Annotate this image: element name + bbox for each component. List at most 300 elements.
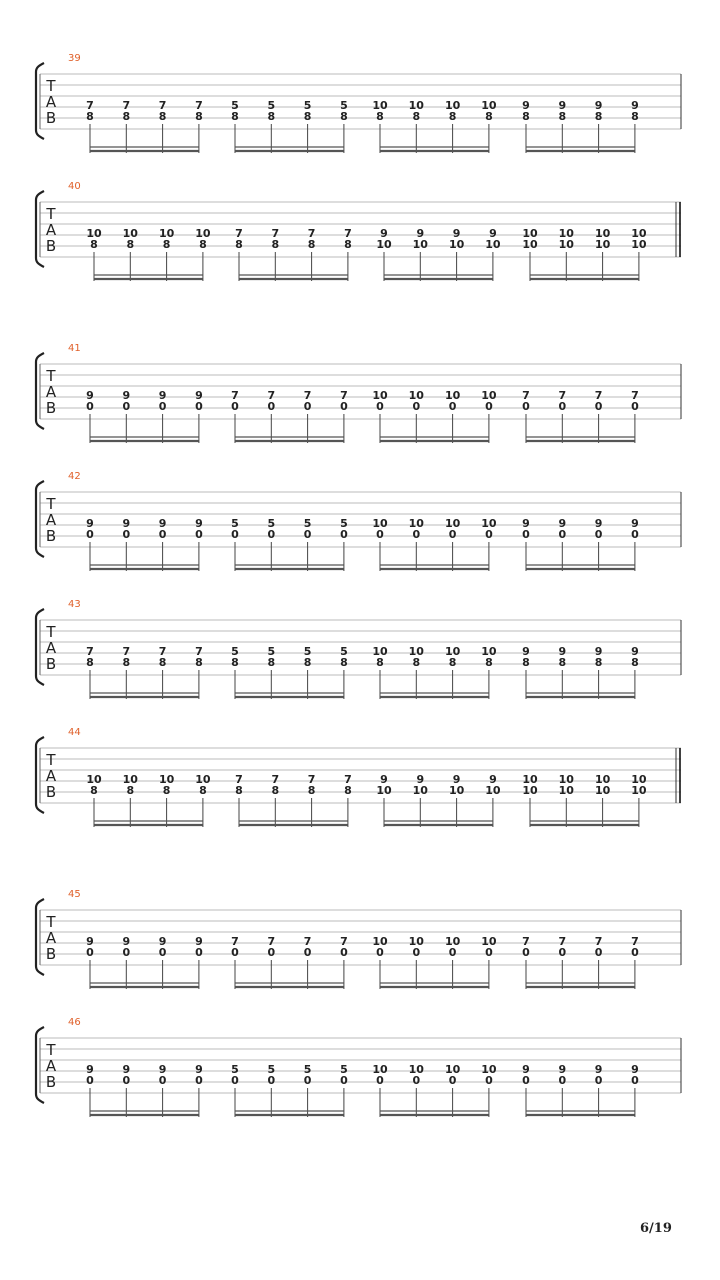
tab-clef-letter: A — [45, 383, 57, 401]
fret-number: 0 — [631, 528, 639, 541]
fret-number: 9 — [594, 645, 603, 658]
fret-number: 5 — [303, 645, 312, 658]
tab-staff — [0, 58, 720, 168]
fret-number: 0 — [231, 400, 239, 413]
fret-number: 8 — [303, 110, 312, 123]
fret-number: 10 — [631, 784, 647, 797]
fret-number: 10 — [372, 99, 388, 112]
measure-number: 43 — [68, 599, 81, 610]
fret-number: 10 — [412, 238, 428, 251]
fret-number: 9 — [86, 389, 94, 402]
fret-number: 8 — [594, 656, 603, 669]
fret-number: 0 — [340, 528, 348, 541]
fret-number: 7 — [307, 773, 316, 786]
fret-number: 10 — [485, 784, 501, 797]
fret-number: 10 — [481, 389, 497, 402]
fret-number: 0 — [303, 1074, 312, 1087]
fret-number: 9 — [452, 773, 461, 786]
fret-number: 0 — [158, 400, 167, 413]
fret-number: 5 — [231, 1063, 239, 1076]
fret-number: 8 — [158, 110, 167, 123]
fret-number: 10 — [522, 773, 538, 786]
fret-number: 0 — [303, 400, 312, 413]
fret-number: 8 — [307, 784, 316, 797]
fret-number: 8 — [485, 656, 493, 669]
fret-number: 0 — [86, 528, 94, 541]
fret-number: 7 — [631, 389, 639, 402]
fret-number: 7 — [231, 935, 239, 948]
fret-number: 8 — [412, 110, 421, 123]
fret-number: 0 — [267, 528, 276, 541]
fret-number: 0 — [158, 946, 167, 959]
fret-number: 9 — [158, 517, 167, 530]
tab-clef-letter: B — [45, 945, 57, 963]
tab-clef-letter: T — [46, 495, 56, 513]
fret-number: 8 — [231, 110, 239, 123]
fret-number: 0 — [376, 946, 384, 959]
fret-number: 10 — [558, 784, 574, 797]
fret-number: 9 — [195, 1063, 203, 1076]
page-number: 6/19 — [640, 1221, 672, 1236]
tab-clef-letter: A — [45, 639, 57, 657]
tab-system — [0, 727, 720, 842]
tab-clef-letter: A — [45, 929, 57, 947]
fret-number: 5 — [340, 1063, 348, 1076]
tab-clef-letter: T — [46, 751, 56, 769]
measure-number: 45 — [68, 889, 81, 900]
fret-number: 9 — [158, 935, 167, 948]
fret-number: 7 — [195, 99, 203, 112]
fret-number: 8 — [199, 784, 207, 797]
fret-number: 0 — [448, 528, 457, 541]
fret-number: 5 — [267, 1063, 276, 1076]
fret-number: 7 — [303, 389, 312, 402]
fret-number: 5 — [340, 517, 348, 530]
fret-number: 0 — [448, 400, 457, 413]
fret-number: 8 — [340, 110, 348, 123]
fret-number: 0 — [195, 1074, 203, 1087]
fret-number: 10 — [412, 784, 428, 797]
fret-number: 9 — [631, 1063, 639, 1076]
fret-number: 8 — [631, 656, 639, 669]
fret-number: 5 — [340, 645, 348, 658]
fret-number: 7 — [522, 389, 530, 402]
fret-number: 8 — [195, 110, 203, 123]
fret-number: 0 — [594, 946, 603, 959]
fret-number: 0 — [594, 400, 603, 413]
fret-number: 7 — [303, 935, 312, 948]
fret-number: 0 — [303, 946, 312, 959]
fret-number: 7 — [522, 935, 530, 948]
fret-number: 10 — [86, 227, 102, 240]
fret-number: 10 — [448, 784, 465, 797]
fret-number: 8 — [122, 656, 131, 669]
tab-system — [0, 599, 720, 714]
fret-number: 10 — [158, 773, 175, 786]
fret-number: 0 — [485, 1074, 493, 1087]
fret-number: 0 — [195, 946, 203, 959]
fret-number: 7 — [158, 99, 167, 112]
fret-number: 0 — [158, 528, 167, 541]
fret-number: 10 — [631, 773, 647, 786]
tab-clef-letter: A — [45, 221, 57, 239]
fret-number: 0 — [231, 1074, 239, 1087]
fret-number: 9 — [86, 935, 94, 948]
fret-number: 9 — [558, 99, 567, 112]
tab-clef-letter: B — [45, 1073, 57, 1091]
fret-number: 8 — [631, 110, 639, 123]
fret-number: 7 — [235, 227, 243, 240]
fret-number: 0 — [195, 528, 203, 541]
fret-number: 9 — [594, 1063, 603, 1076]
fret-number: 7 — [122, 99, 131, 112]
fret-number: 0 — [485, 528, 493, 541]
fret-number: 0 — [122, 1074, 131, 1087]
tab-staff — [0, 894, 720, 1004]
fret-number: 10 — [444, 517, 461, 530]
fret-number: 7 — [271, 227, 280, 240]
fret-number: 0 — [340, 1074, 348, 1087]
fret-number: 9 — [416, 227, 425, 240]
measure-number: 39 — [68, 53, 81, 64]
fret-number: 10 — [372, 1063, 388, 1076]
tab-clef-letter: B — [45, 237, 57, 255]
fret-number: 10 — [522, 784, 538, 797]
fret-number: 0 — [558, 1074, 567, 1087]
fret-number: 10 — [444, 645, 461, 658]
fret-number: 0 — [522, 400, 530, 413]
tab-staff — [0, 186, 720, 296]
fret-number: 7 — [344, 773, 352, 786]
fret-number: 8 — [86, 656, 94, 669]
fret-number: 10 — [86, 773, 102, 786]
tab-system — [0, 471, 720, 586]
fret-number: 10 — [376, 784, 392, 797]
measure-number: 41 — [68, 343, 81, 354]
fret-number: 7 — [271, 773, 280, 786]
fret-number: 8 — [412, 656, 421, 669]
tab-clef-letter: T — [46, 1041, 56, 1059]
fret-number: 9 — [416, 773, 425, 786]
fret-number: 8 — [126, 238, 135, 251]
fret-number: 7 — [235, 773, 243, 786]
fret-number: 0 — [522, 1074, 530, 1087]
fret-number: 0 — [412, 400, 421, 413]
fret-number: 0 — [558, 528, 567, 541]
fret-number: 8 — [522, 656, 530, 669]
fret-number: 0 — [158, 1074, 167, 1087]
tab-clef-letter: A — [45, 767, 57, 785]
fret-number: 5 — [303, 99, 312, 112]
fret-number: 0 — [122, 528, 131, 541]
fret-number: 9 — [522, 99, 530, 112]
fret-number: 8 — [235, 784, 243, 797]
fret-number: 10 — [376, 238, 392, 251]
fret-number: 8 — [448, 656, 457, 669]
fret-number: 10 — [448, 238, 465, 251]
fret-number: 8 — [126, 784, 135, 797]
fret-number: 9 — [594, 517, 603, 530]
fret-number: 10 — [558, 227, 574, 240]
fret-number: 0 — [231, 946, 239, 959]
fret-number: 7 — [340, 389, 348, 402]
tab-clef-letter: T — [46, 367, 56, 385]
fret-number: 10 — [481, 645, 497, 658]
fret-number: 0 — [86, 946, 94, 959]
fret-number: 0 — [340, 400, 348, 413]
fret-number: 5 — [267, 645, 276, 658]
fret-number: 8 — [90, 784, 98, 797]
fret-number: 0 — [122, 946, 131, 959]
fret-number: 10 — [444, 99, 461, 112]
fret-number: 0 — [412, 946, 421, 959]
fret-number: 10 — [122, 773, 138, 786]
fret-number: 0 — [485, 946, 493, 959]
fret-number: 0 — [631, 400, 639, 413]
fret-number: 0 — [376, 400, 384, 413]
tab-clef-letter: B — [45, 109, 57, 127]
fret-number: 0 — [267, 1074, 276, 1087]
fret-number: 10 — [408, 1063, 424, 1076]
fret-number: 9 — [558, 645, 567, 658]
fret-number: 8 — [162, 238, 171, 251]
fret-number: 9 — [558, 1063, 567, 1076]
fret-number: 8 — [340, 656, 348, 669]
fret-number: 10 — [481, 99, 497, 112]
fret-number: 9 — [195, 517, 203, 530]
tab-clef-letter: B — [45, 655, 57, 673]
fret-number: 10 — [372, 517, 388, 530]
fret-number: 0 — [558, 946, 567, 959]
fret-number: 0 — [412, 528, 421, 541]
fret-number: 10 — [594, 238, 611, 251]
tab-clef-letter: A — [45, 511, 57, 529]
fret-number: 0 — [485, 400, 493, 413]
fret-number: 7 — [86, 99, 94, 112]
fret-number: 8 — [376, 656, 384, 669]
fret-number: 10 — [444, 935, 461, 948]
fret-number: 10 — [522, 227, 538, 240]
fret-number: 10 — [408, 645, 424, 658]
tab-system — [0, 889, 720, 1004]
fret-number: 8 — [231, 656, 239, 669]
fret-number: 9 — [86, 1063, 94, 1076]
fret-number: 7 — [158, 645, 167, 658]
measure-number: 46 — [68, 1017, 81, 1028]
fret-number: 10 — [408, 517, 424, 530]
fret-number: 8 — [485, 110, 493, 123]
fret-number: 9 — [522, 1063, 530, 1076]
fret-number: 9 — [594, 99, 603, 112]
fret-number: 0 — [267, 400, 276, 413]
fret-number: 0 — [448, 946, 457, 959]
fret-number: 7 — [594, 935, 603, 948]
fret-number: 10 — [158, 227, 175, 240]
tab-system — [0, 343, 720, 458]
fret-number: 7 — [344, 227, 352, 240]
fret-number: 0 — [594, 528, 603, 541]
fret-number: 9 — [122, 517, 131, 530]
tab-clef-letter: B — [45, 527, 57, 545]
fret-number: 5 — [267, 99, 276, 112]
fret-number: 9 — [558, 517, 567, 530]
tab-clef-letter: B — [45, 399, 57, 417]
fret-number: 10 — [195, 773, 211, 786]
fret-number: 9 — [122, 935, 131, 948]
fret-number: 10 — [195, 227, 211, 240]
fret-number: 8 — [448, 110, 457, 123]
fret-number: 10 — [372, 645, 388, 658]
fret-number: 9 — [631, 645, 639, 658]
fret-number: 0 — [412, 1074, 421, 1087]
fret-number: 8 — [267, 656, 276, 669]
fret-number: 8 — [267, 110, 276, 123]
fret-number: 5 — [231, 645, 239, 658]
fret-number: 0 — [231, 528, 239, 541]
fret-number: 10 — [481, 1063, 497, 1076]
fret-number: 10 — [522, 238, 538, 251]
fret-number: 9 — [380, 773, 388, 786]
fret-number: 0 — [195, 400, 203, 413]
fret-number: 7 — [631, 935, 639, 948]
fret-number: 7 — [122, 645, 131, 658]
fret-number: 0 — [267, 946, 276, 959]
fret-number: 10 — [485, 238, 501, 251]
fret-number: 9 — [195, 389, 203, 402]
fret-number: 0 — [448, 1074, 457, 1087]
fret-number: 8 — [376, 110, 384, 123]
fret-number: 0 — [376, 1074, 384, 1087]
fret-number: 10 — [631, 227, 647, 240]
fret-number: 0 — [522, 946, 530, 959]
fret-number: 10 — [481, 517, 497, 530]
fret-number: 7 — [594, 389, 603, 402]
fret-number: 9 — [489, 227, 497, 240]
tab-staff — [0, 348, 720, 458]
fret-number: 8 — [90, 238, 98, 251]
fret-number: 8 — [522, 110, 530, 123]
tab-system — [0, 53, 720, 168]
fret-number: 7 — [195, 645, 203, 658]
fret-number: 7 — [86, 645, 94, 658]
fret-number: 9 — [158, 1063, 167, 1076]
measure-number: 42 — [68, 471, 81, 482]
fret-number: 5 — [231, 99, 239, 112]
fret-number: 8 — [271, 238, 280, 251]
fret-number: 8 — [122, 110, 131, 123]
fret-number: 10 — [444, 389, 461, 402]
fret-number: 7 — [267, 935, 276, 948]
tab-clef-letter: T — [46, 77, 56, 95]
measure-number: 44 — [68, 727, 81, 738]
fret-number: 10 — [408, 99, 424, 112]
fret-number: 8 — [162, 784, 171, 797]
fret-number: 8 — [158, 656, 167, 669]
fret-number: 9 — [522, 517, 530, 530]
fret-number: 7 — [558, 935, 567, 948]
tab-staff — [0, 476, 720, 586]
fret-number: 10 — [594, 773, 611, 786]
fret-number: 0 — [303, 528, 312, 541]
fret-number: 9 — [195, 935, 203, 948]
fret-number: 10 — [372, 935, 388, 948]
fret-number: 7 — [558, 389, 567, 402]
fret-number: 10 — [594, 227, 611, 240]
fret-number: 8 — [235, 238, 243, 251]
fret-number: 8 — [558, 110, 567, 123]
fret-number: 10 — [631, 238, 647, 251]
tab-staff — [0, 732, 720, 842]
fret-number: 10 — [558, 238, 574, 251]
fret-number: 8 — [344, 238, 352, 251]
fret-number: 9 — [86, 517, 94, 530]
tab-clef-letter: T — [46, 913, 56, 931]
fret-number: 5 — [231, 517, 239, 530]
fret-number: 9 — [522, 645, 530, 658]
fret-number: 10 — [481, 935, 497, 948]
tab-system — [0, 1017, 720, 1132]
fret-number: 0 — [522, 528, 530, 541]
tab-staff — [0, 1022, 720, 1132]
fret-number: 0 — [86, 1074, 94, 1087]
fret-number: 0 — [376, 528, 384, 541]
tab-clef-letter: B — [45, 783, 57, 801]
tab-clef-letter: T — [46, 205, 56, 223]
fret-number: 8 — [195, 656, 203, 669]
fret-number: 0 — [558, 400, 567, 413]
tab-system — [0, 181, 720, 296]
fret-number: 9 — [122, 389, 131, 402]
measure-number: 40 — [68, 181, 81, 192]
fret-number: 0 — [631, 1074, 639, 1087]
tab-clef-letter: A — [45, 93, 57, 111]
fret-number: 8 — [86, 110, 94, 123]
fret-number: 5 — [340, 99, 348, 112]
fret-number: 9 — [158, 389, 167, 402]
fret-number: 7 — [340, 935, 348, 948]
fret-number: 0 — [340, 946, 348, 959]
fret-number: 10 — [558, 773, 574, 786]
fret-number: 10 — [408, 935, 424, 948]
fret-number: 8 — [307, 238, 316, 251]
fret-number: 10 — [372, 389, 388, 402]
fret-number: 5 — [267, 517, 276, 530]
fret-number: 5 — [303, 517, 312, 530]
fret-number: 10 — [408, 389, 424, 402]
fret-number: 10 — [444, 1063, 461, 1076]
fret-number: 9 — [122, 1063, 131, 1076]
tab-staff — [0, 604, 720, 714]
fret-number: 8 — [594, 110, 603, 123]
fret-number: 9 — [452, 227, 461, 240]
fret-number: 8 — [271, 784, 280, 797]
fret-number: 7 — [307, 227, 316, 240]
tab-clef-letter: A — [45, 1057, 57, 1075]
fret-number: 8 — [199, 238, 207, 251]
fret-number: 5 — [303, 1063, 312, 1076]
fret-number: 8 — [558, 656, 567, 669]
fret-number: 0 — [122, 400, 131, 413]
fret-number: 9 — [631, 517, 639, 530]
fret-number: 7 — [267, 389, 276, 402]
fret-number: 9 — [489, 773, 497, 786]
fret-number: 8 — [303, 656, 312, 669]
fret-number: 10 — [122, 227, 138, 240]
tab-clef-letter: T — [46, 623, 56, 641]
fret-number: 10 — [594, 784, 611, 797]
fret-number: 0 — [86, 400, 94, 413]
fret-number: 9 — [631, 99, 639, 112]
